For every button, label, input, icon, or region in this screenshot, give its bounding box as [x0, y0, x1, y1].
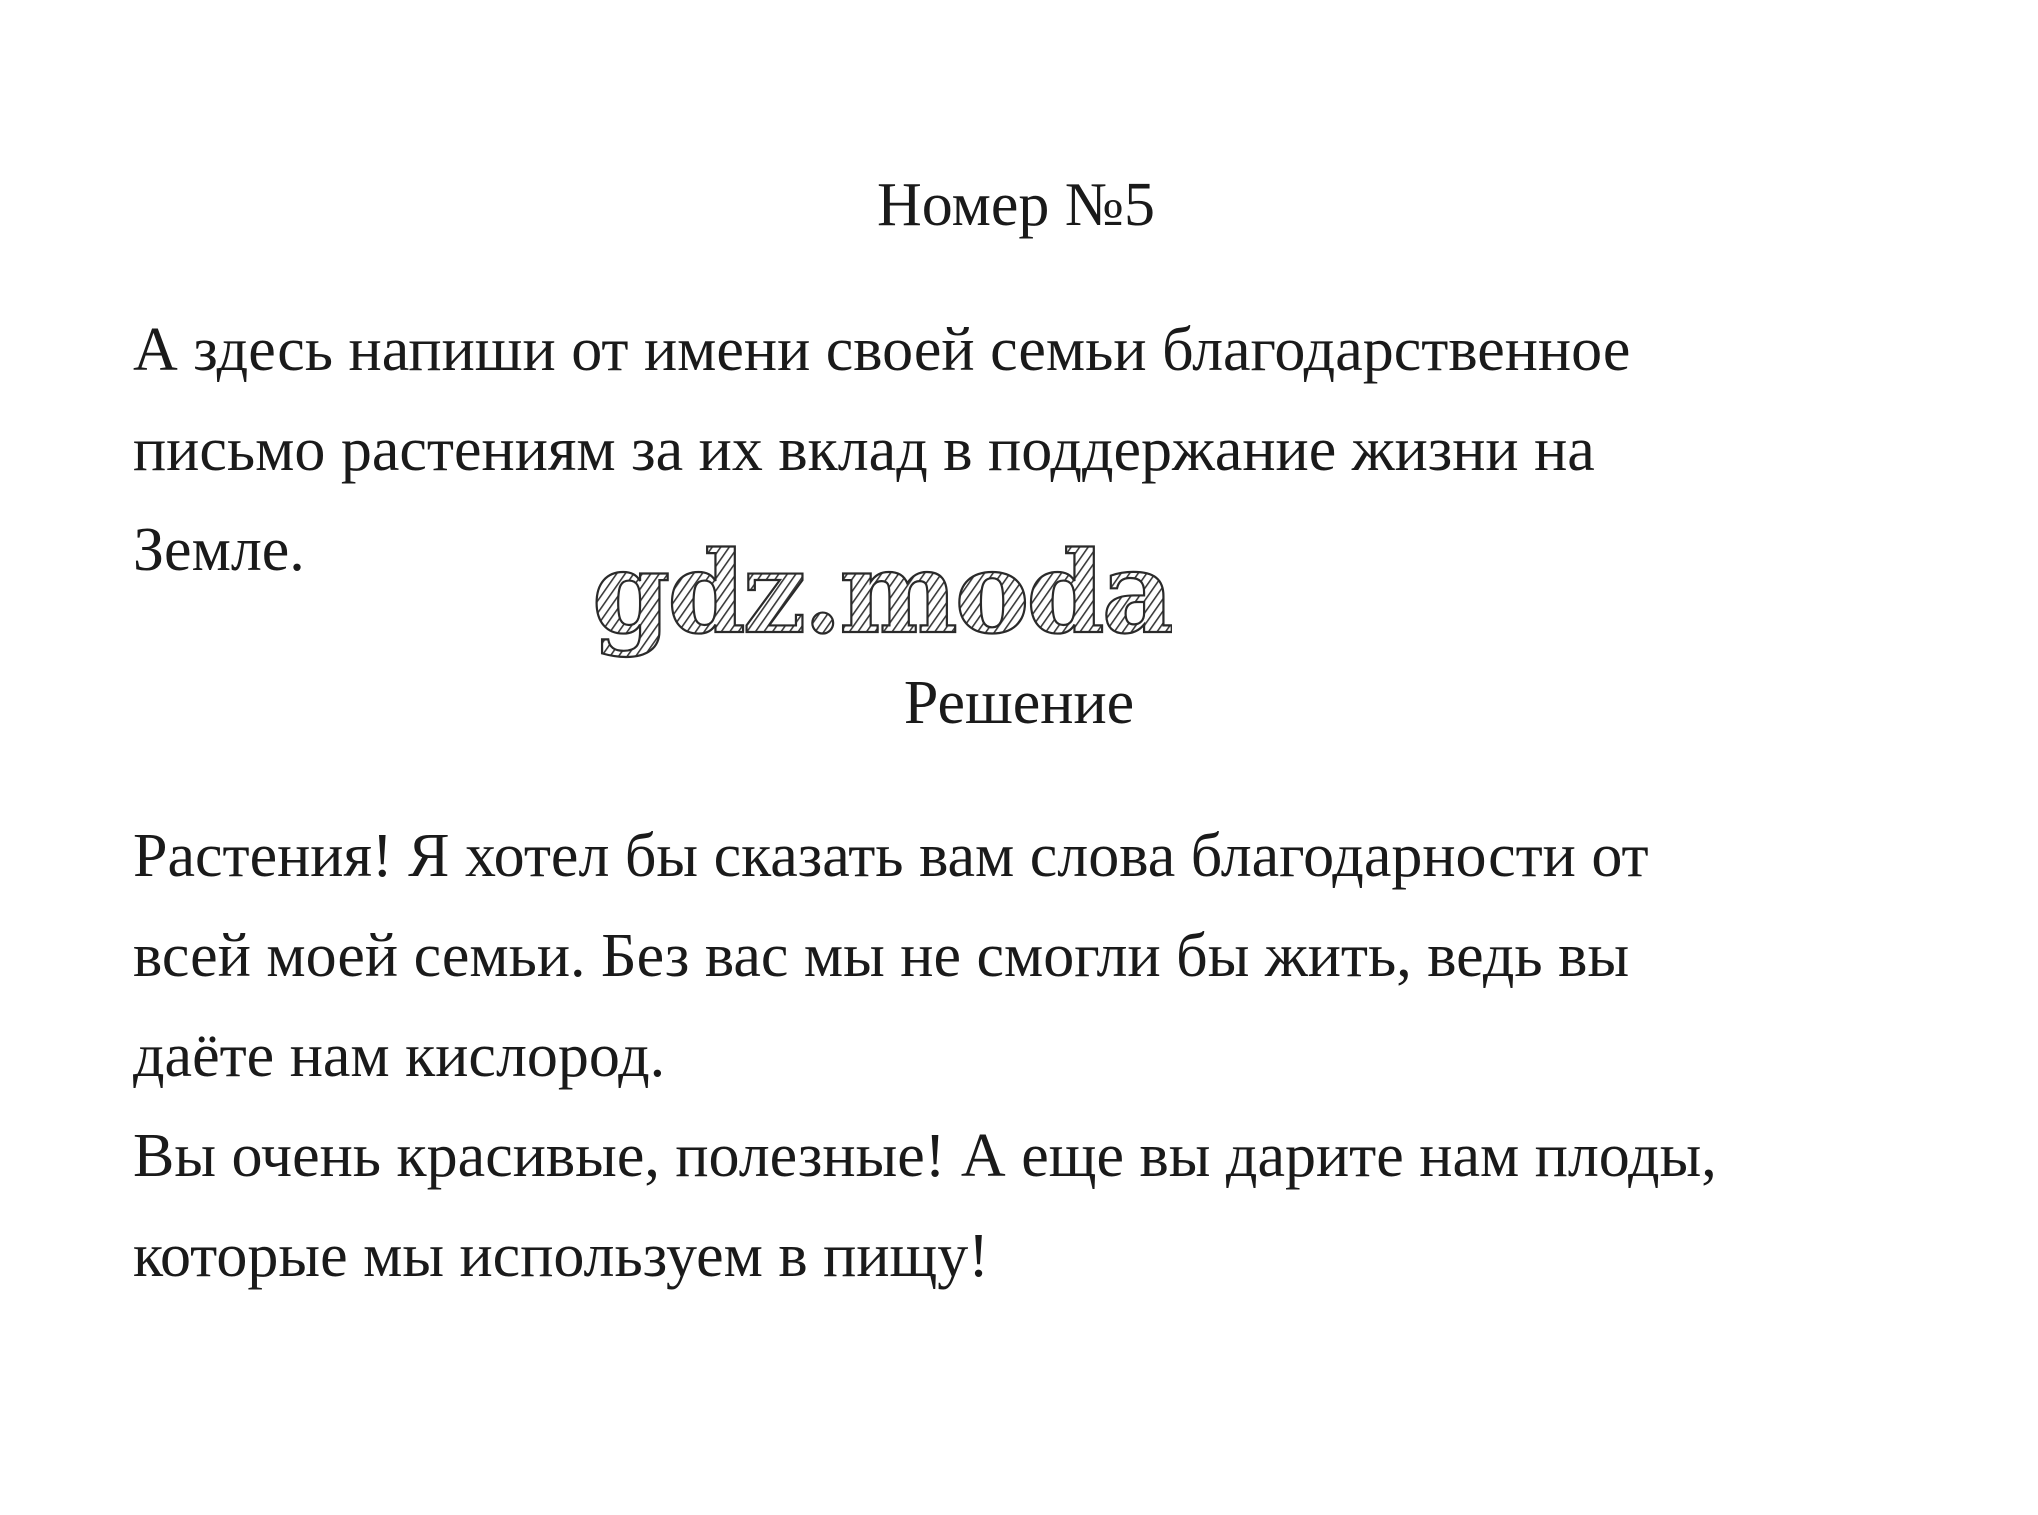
task-line-3: Земле.: [133, 516, 305, 584]
task-line-1: А здесь напиши от имени своей семьи благодарственное: [133, 316, 1631, 384]
solution-label: Решение: [903, 669, 1135, 737]
solution-line-3: даёте нам кислород.: [133, 1022, 666, 1090]
solution-line-2: всей моей семьи. Без вас мы не смогли бы жить, ведь вы: [133, 922, 1630, 990]
watermark-logo: [588, 540, 1172, 660]
solution-line-4: Вы очень красивые, полезные! А еще вы дарите нам плоды,: [133, 1122, 1717, 1190]
page-title: Номер №5: [876, 171, 1155, 239]
svg-text:gdz.moda: gdz.moda: [592, 540, 1172, 659]
solution-line-5: которые мы используем в пищу!: [133, 1222, 989, 1290]
task-line-2: письмо растениям за их вклад в поддержание жизни на: [133, 416, 1595, 484]
solution-line-1: Растения! Я хотел бы сказать вам слова благодарности от: [133, 822, 1649, 890]
